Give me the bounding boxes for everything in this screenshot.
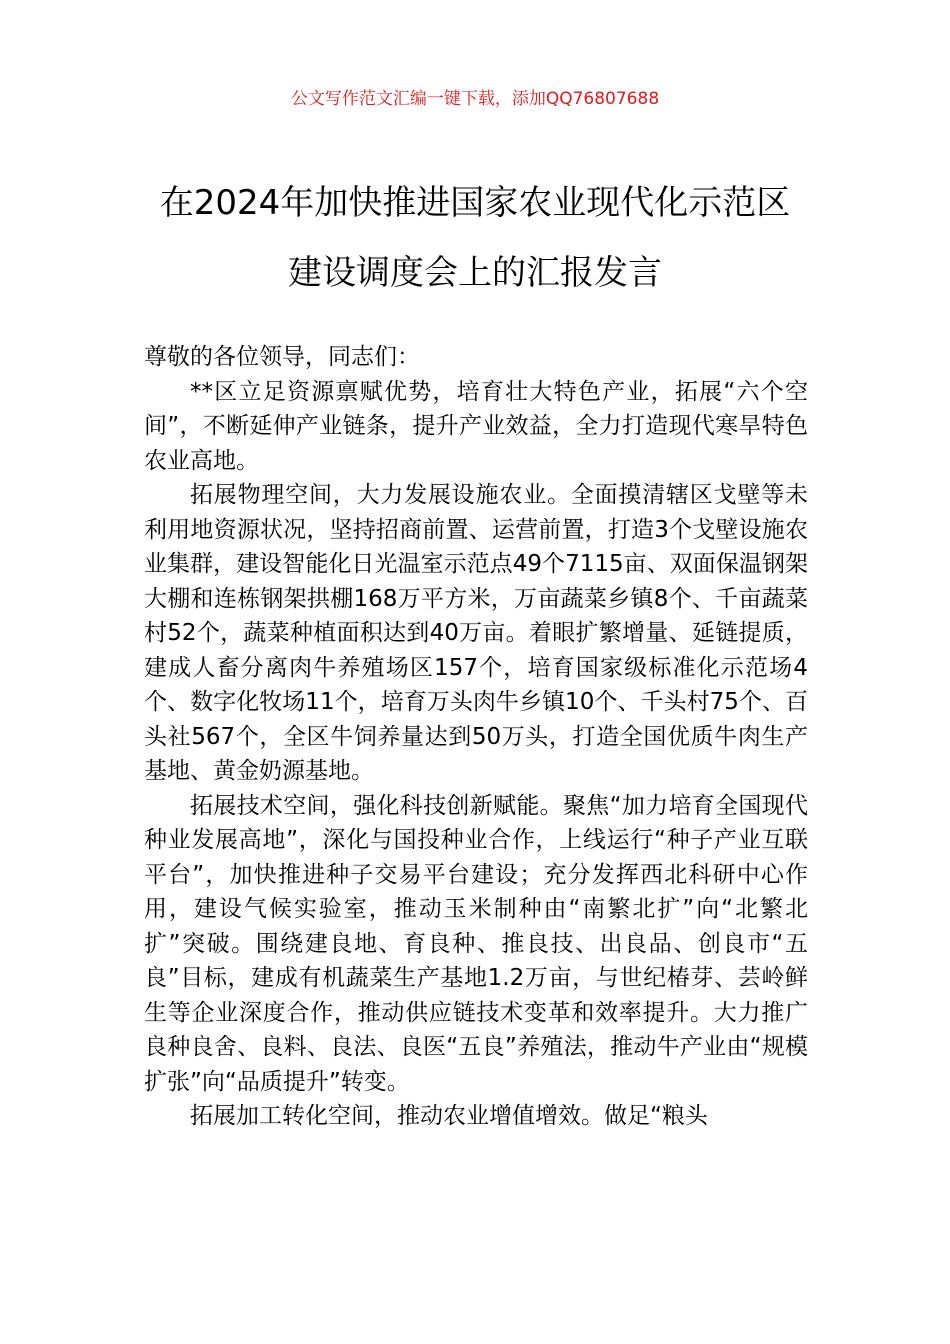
paragraph-technology-space: 拓展技术空间，强化科技创新赋能。聚焦“加力培育全国现代种业发展高地”，深化与国投种业合作，上线运行“种子产业互联平台”，加快推进种子交易平台建设；充分发挥西北科研中心作用，建设气候实验室，推动玉米制种由“南繁北扩”向“北繁北扩”突破。围绕建良地、育良种、推良技、出良品、创良市“五良”目标，建成有机蔬菜生产基地1.2万亩，与世纪椿芽、芸岭鲜生等企业深度合作，推动供应链技术变革和效率提升。大力推广良种良舍、良料、良法、良医“五良”养殖法，推动牛产业由“规模扩张”向“品质提升”转变。 [144, 792, 808, 1095]
paragraph-intro: **区立足资源禀赋优势，培育壮大特色产业，拓展“六个空间”，不断延伸产业链条，提升产业效益，全力打造现代寒旱特色农业高地。 [144, 378, 808, 474]
document-body [144, 340, 808, 1134]
paragraph-processing-space: 拓展加工转化空间，推动农业增值增效。做足“粮头 [190, 1103, 708, 1129]
paragraph-physical-space: 拓展物理空间，大力发展设施农业。全面摸清辖区戈壁等未利用地资源状况，坚持招商前置、运营前置，打造3个戈壁设施农业集群，建设智能化日光温室示范点49个7115亩、双面保温钢架大棚和连栋钢架拱棚168万平方米，万亩蔬菜乡镇8个、千亩蔬菜村52个，蔬菜种植面积达到40万亩。着眼扩繁增量、延链提质，建成人畜分离肉牛养殖场区157个，培育国家级标准化示范场4个、数字化牧场11个，培育万头肉牛乡镇10个、千头村75个、百头社567个，全区牛饲养量达到50万头，打造全国优质牛肉生产基地、黄金奶源基地。 [144, 482, 808, 784]
document-title-line-2: 建设调度会上的汇报发言 [288, 253, 662, 293]
document-title-line-1: 在2024年加快推进国家农业现代化示范区 [159, 183, 791, 223]
salutation: 尊敬的各位领导，同志们： [144, 344, 420, 370]
download-notice: 公文写作范文汇编一键下载，添加QQ76807688 [290, 89, 660, 109]
